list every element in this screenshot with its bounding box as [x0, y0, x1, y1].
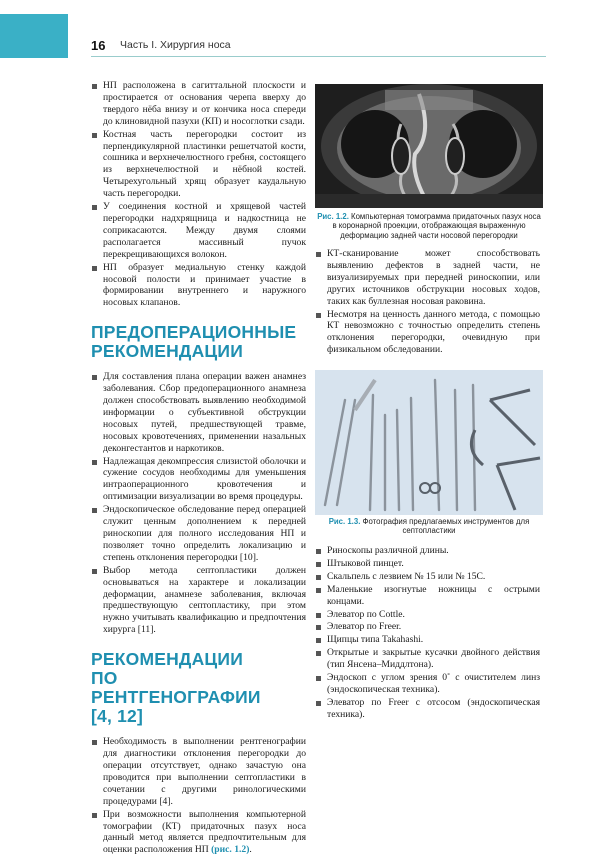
chapter-tab — [0, 14, 68, 58]
list-item: Штыковой пинцет. — [315, 558, 540, 570]
instruments-list — [315, 545, 540, 721]
figure-1-3-caption — [315, 517, 543, 536]
list-item: Костная часть перегородки состоит из перпендикулярной пластинки решетчатой кости, сошника и верхнечелюстного гребня, состоящего из верхнечелюстной и нёбной костей. Четырехугольный хрящ образует каудальную часть перегородки. — [91, 129, 306, 200]
list-item: Щипцы типа Takahashi. — [315, 634, 540, 646]
list-item: КТ-сканирование может способствовать выявлению дефектов в задней части, не визуализируемых при передней риноскопии, или других источников обструкции носовых ходов, таких как буллезная носовая раковина. — [315, 248, 540, 308]
list-item-end: . — [249, 844, 252, 856]
ct-list — [315, 248, 540, 356]
list-item: У соединения костной и хрящевой частей перегородки надхрящница и надкостница не соприкасаются. Между двумя слоями располагается массивный пучок перекрещивающихся волокон. — [91, 201, 306, 261]
instruments-photo — [315, 370, 543, 515]
list-item: НП расположена в сагиттальной плоскости и простирается от основания черепа вверху до твердого нёба внизу и от кончика носа спереди до клиновидной пазухи (КП) и носоглотки сзади. — [91, 80, 306, 128]
list-item: Выбор метода септопластики должен основываться на характере и локализации деформации, анамнезе заболевания, включая предшествующую септопластику, при этом нужно учитывать квалификацию и предпочтения хирурга [11]. — [91, 565, 306, 636]
list-item: Элеватор по Freer с отсосом (эндоскопическая техника). — [315, 697, 540, 721]
list-item: Эндоскоп с углом зрения 0˚ с очистителем линз (эндоскопическая техника). — [315, 672, 540, 696]
list-item: Несмотря на ценность данного метода, с помощью КТ невозможно с точностью определить степень отклонения перегородки, очевидную при физикальном обследовании. — [315, 309, 540, 357]
list-item: Открытые и закрытые кусачки двойного действия (тип Янсена–Миддлтона). — [315, 647, 540, 671]
list-item: Элеватор по Freer. — [315, 621, 540, 633]
heading-xray: РЕКОМЕНДАЦИИ ПО РЕНТГЕНОГРАФИИ [4, 12] — [91, 649, 261, 727]
running-title: Часть I. Хирургия носа — [120, 39, 231, 51]
list-item: Скальпель с лезвием № 15 или № 15С. — [315, 571, 540, 583]
ct-scan-illustration — [315, 84, 543, 208]
anatomy-list — [91, 80, 306, 309]
figure-label: Рис. 1.3. — [328, 517, 361, 526]
figure-1-2-caption — [315, 212, 543, 240]
list-item — [91, 809, 306, 857]
figure-reference-link[interactable]: (рис. 1.2) — [211, 844, 250, 856]
ct-scan-image — [315, 84, 543, 208]
list-item: Риноскопы различной длины. — [315, 545, 540, 557]
list-item: Маленькие изогнутые ножницы с острыми концами. — [315, 584, 540, 608]
instruments-illustration — [315, 370, 543, 515]
list-item: Эндоскопическое обследование перед операцией служит ценным дополнением к передней риноскопии для полного исследования НП и позволяет точно определить локализацию и степень отклонения перегородки [10]. — [91, 504, 306, 564]
figure-label: Рис. 1.2. — [317, 212, 349, 221]
header-rule — [91, 56, 546, 57]
instruments-column — [315, 545, 540, 722]
list-item-text: При возможности выполнения компьютерной томографии (КТ) придаточных пазух носа данный метод является предпочтительным для оценки расположения НП — [103, 808, 306, 856]
left-column — [91, 80, 306, 857]
list-item: Необходимость в выполнении рентгенографии для диагностики отклонения перегородки до операции отсутствует, однако зачастую она проводится при выполнении септопластики в сочетании с другими ринологическими процедурами [4]. — [91, 736, 306, 807]
heading-preop: ПРЕДОПЕРАЦИОННЫЕ РЕКОМЕНДАЦИИ — [91, 322, 297, 362]
list-item: Надлежащая декомпрессия слизистой оболочки и сужение сосудов необходимы для уменьшения интраоперационного кровотечения и оптимизации визуализации во время процедуры. — [91, 456, 306, 504]
figure-caption-text: Компьютерная томограмма придаточных пазух носа в коронарной проекции, отображающая выраженную деформацию задней части носовой перегородки — [332, 212, 541, 240]
list-item: Элеватор по Cottle. — [315, 609, 540, 621]
xray-list — [91, 736, 306, 856]
preop-list — [91, 371, 306, 636]
page-number: 16 — [91, 38, 106, 53]
list-item: НП образует медиальную стенку каждой носовой полости и принимает участие в формировании внутреннего и наружного носовых клапанов. — [91, 262, 306, 310]
figure-caption-text: Фотография предлагаемых инструментов для септопластики — [362, 517, 530, 536]
list-item: Для составления плана операции важен анамнез заболевания. Сбор предоперационного анамнеза должен способствовать выявлению необходимой информации о субъективной обструкции носовых путей, предшествующей травме, носовых кровотечениях, применении назальных деконгестантов и наркотиков. — [91, 371, 306, 454]
